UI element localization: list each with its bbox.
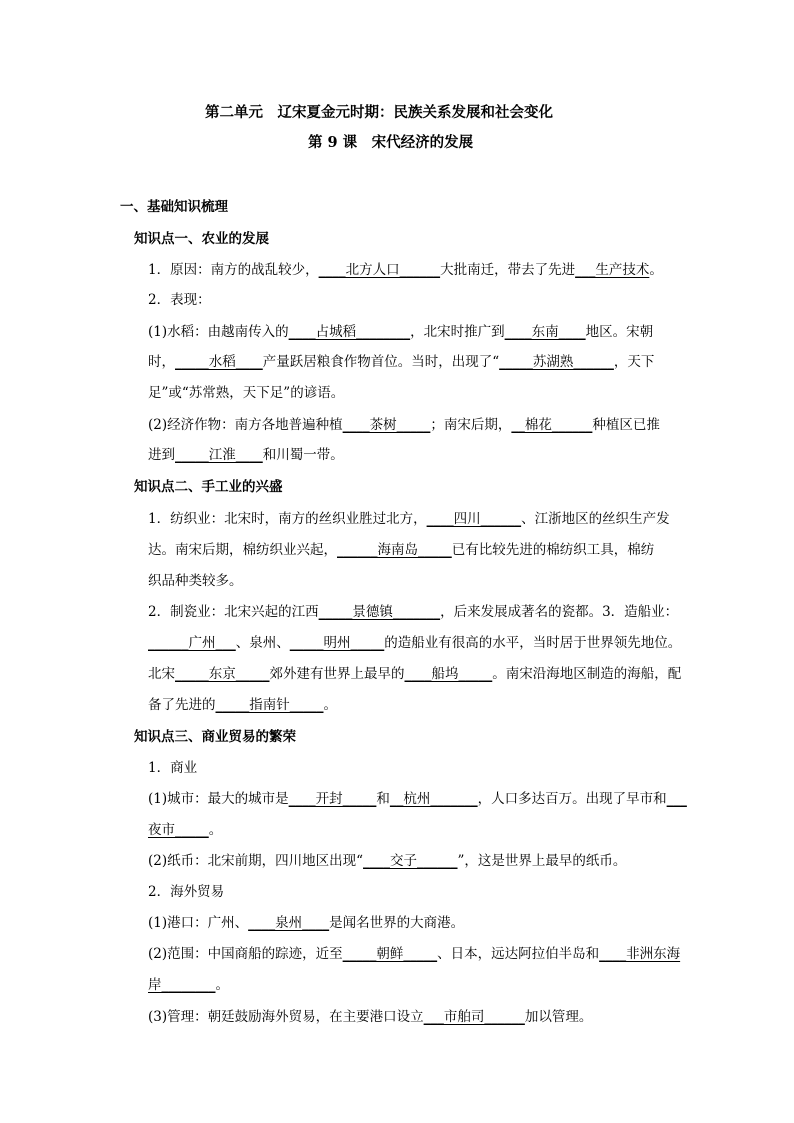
k2-line-3: 织品种类较多。 [148,573,243,589]
blank-answer: _____水稻____ [175,354,263,370]
blank-answer: ____船坞_____ [404,666,493,682]
blank-answer: ___ [666,791,687,807]
k3-line-3: 夜市_____。 [148,822,223,838]
k1-line-5: 足”或“苏常熟，天下足”的谚语。 [148,385,345,401]
blank-answer: _____景德镇_______ [318,604,441,620]
k2-line-4: 2．制瓷业：北宋兴起的江西_____景德镇_______，后来发展成著名的瓷都。3．造船业： [148,604,679,620]
k2-line-5: ______广州___、泉州、_____明州_____的造船业有很高的水平，当时居于世界领先地位。 [148,635,682,651]
k3-line-5: 2．海外贸易 [148,884,225,900]
blank-answer: ____非洲东海 [599,946,681,962]
blank-answer: ____开封_____ [288,791,377,807]
k3-line-7: (2)范围：中国商船的踪迹，近至_____朝鲜_____、日本，远达阿拉伯半岛和____非洲东海 [148,946,681,962]
k1-line-4: 时，_____水稻____产量跃居粮食作物首位。当时，出现了“_____苏湖熟______，天下 [148,354,655,370]
k1-line-6: (2)经济作物：南方各地普遍种植____茶树_____；南宋后期，__棉花______种植区已推 [148,417,660,433]
k2-line-1: 1．纺织业：北宋时，南方的丝织业胜过北方，____四川______、江浙地区的丝织生产发 [148,511,670,527]
blank-answer: _____明州_____ [289,635,385,651]
blank-answer: _____江淮____ [175,447,263,463]
blank-answer: __棉花______ [511,417,593,433]
blank-answer: ______广州___ [148,635,236,651]
k3-heading: 知识点三、商业贸易的繁荣 [134,729,296,745]
blank-answer: ____东南____ [504,324,586,340]
section-heading: 一、基础知识梳理 [120,199,228,215]
blank-answer: ____泉州____ [248,915,330,931]
blank-answer: __杭州_______ [389,791,478,807]
blank-answer: ___市舶司______ [423,1009,525,1025]
blank-answer: 夜市_____ [148,822,209,838]
blank-answer: 岸________ [148,977,216,993]
k3-line-4: (2)纸币：北宋前期，四川地区出现“____交子______”，这是世界上最早的纸币。 [148,853,627,869]
k3-line-1: 1．商业 [148,760,198,776]
k2-line-2: 达。南宋后期，棉纺织业兴起，______海南岛_____已有比较先进的棉纺织工具，棉纺 [148,542,655,558]
k2-line-6: 北宋_____东京_____郊外建有世界上最早的____船坞_____。南宋沿海地区制造的海船，配 [148,666,682,682]
blank-answer: _____东京_____ [175,666,270,682]
k1-line-2: 2．表现： [148,292,211,308]
blank-answer: ____交子______ [363,853,458,869]
blank-answer: ____北方人口______ [318,262,441,278]
k1-line-3: (1)水稻：由越南传入的____占城稻________，北宋时推广到____东南____地区。宋朝 [148,324,654,340]
lesson-title: 第 9 课 宋代经济的发展 [308,134,474,151]
k1-heading: 知识点一、农业的发展 [134,231,269,247]
blank-answer: ____占城稻________ [288,324,411,340]
k1-line-7: 进到_____江淮____和川蜀一带。 [148,447,344,463]
k1-line-1: 1．原因：南方的战乱较少，____北方人口______大批南迁，带去了先进___生产技术。 [148,262,663,278]
blank-answer: ___生产技术 [575,262,650,278]
k3-line-8: 岸________。 [148,977,229,993]
blank-answer: ____四川______ [426,511,522,527]
blank-answer: _____苏湖熟______ [499,354,614,370]
k3-line-9: (3)管理：朝廷鼓励海外贸易，在主要港口设立___市舶司______加以管理。 [148,1009,593,1025]
blank-answer: _____指南针_____ [215,697,324,713]
blank-answer: ______海南岛_____ [337,542,452,558]
blank-answer: _____朝鲜_____ [342,946,438,962]
k3-line-2: (1)城市：最大的城市是____开封_____和__杭州_______，人口多达百万。出现了早市和___ [148,791,687,807]
k2-heading: 知识点二、手工业的兴盛 [134,479,283,495]
unit-title: 第二单元 辽宋夏金元时期：民族关系发展和社会变化 [205,104,553,121]
k3-line-6: (1)港口：广州、____泉州____是闻名世界的大商港。 [148,915,465,931]
blank-answer: ____茶树_____ [342,417,431,433]
k2-line-7: 备了先进的_____指南针_____。 [148,697,337,713]
